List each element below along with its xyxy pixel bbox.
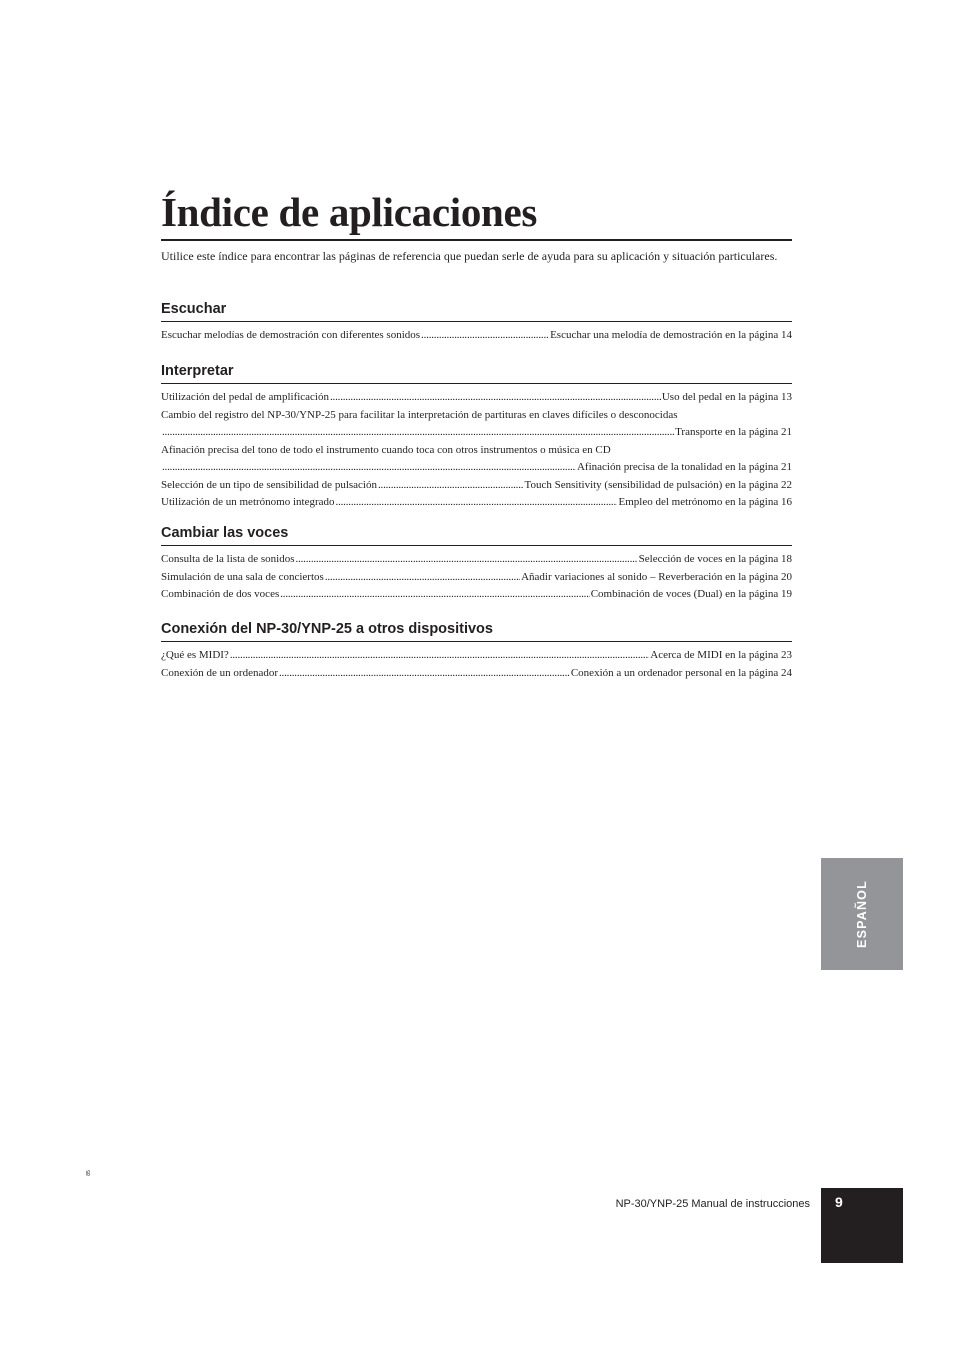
list-item [161,442,792,477]
page-title: Índice de aplicaciones [161,189,538,235]
list-item [161,551,792,569]
dot-leader [279,665,570,683]
entry-reference: Uso del pedal en la página 13 [661,391,792,403]
section-heading: Escuchar [161,300,792,322]
list-item [161,494,792,512]
list-item [161,569,792,587]
list-item [161,407,792,442]
entry-reference: Transporte en la página 21 [675,426,792,438]
section-heading: Interpretar [161,362,792,384]
entry-list [161,389,792,512]
dot-leader [296,551,638,569]
entry-reference: Touch Sensitivity (sensibilidad de pulsación) en la página 22 [524,478,792,491]
entry-list [161,647,792,682]
entry-reference: Afinación precisa de la tonalidad en la página 21 [576,461,792,473]
section-cambiar-las-voces [161,524,792,604]
entry-label: Selección de un tipo de sensibilidad de pulsación [161,478,377,491]
dot-leader [230,647,649,665]
dot-leader [325,569,520,587]
dot-leader [280,586,589,604]
entry-reference: Combinación de voces (Dual) en la página 19 [590,588,792,600]
dot-leader [162,459,576,477]
page-number: 9 [835,1194,843,1210]
dot-leader [378,477,524,495]
intro-paragraph: Utilice este índice para encontrar las páginas de referencia que puedan serle de ayuda para su aplicación y situación particulares. [161,249,778,263]
section-escuchar [161,300,792,345]
entry-list [161,327,792,345]
entry-label: ¿Qué es MIDI? [161,649,229,661]
dot-leader [421,327,549,345]
printer-mark: 85 [85,1170,92,1176]
entry-label: Utilización de un metrónomo integrado [161,496,335,508]
list-item [161,327,792,345]
entry-label: Utilización del pedal de amplificación [161,391,329,403]
entry-label: Cambio del registro del NP-30/YNP-25 para facilitar la interpretación de partituras en claves difíciles o desconocidas [161,408,678,421]
list-item [161,647,792,665]
footer-manual-title: NP-30/YNP-25 Manual de instrucciones [615,1198,810,1210]
section-conexion [161,620,792,682]
language-tab-label: ESPAÑOL [855,880,869,948]
section-heading: Conexión del NP-30/YNP-25 a otros dispositivos [161,620,792,642]
entry-reference: Escuchar una melodía de demostración en la página 14 [550,329,792,341]
entry-reference: Añadir variaciones al sonido – Reverberación en la página 20 [521,570,792,583]
list-item [161,586,792,604]
entry-reference: Selección de voces en la página 18 [638,553,792,565]
dot-leader [336,494,618,512]
list-item [161,389,792,407]
entry-label: Escuchar melodías de demostración con diferentes sonidos [161,329,421,341]
entry-label: Consulta de la lista de sonidos [161,553,295,565]
dot-leader [330,389,661,407]
entry-label: Combinación de dos voces [161,588,280,600]
dot-leader [162,424,674,442]
list-item [161,477,792,495]
entry-reference: Empleo del metrónomo en la página 16 [618,496,792,508]
entry-label: Simulación de una sala de conciertos [161,570,324,583]
entry-label: Conexión de un ordenador [161,666,278,679]
language-side-tab [821,858,903,970]
entry-list [161,551,792,604]
entry-reference: Acerca de MIDI en la página 23 [650,649,792,661]
list-item [161,665,792,683]
entry-label: Afinación precisa del tono de todo el instrumento cuando toca con otros instrumentos o música en CD [161,443,611,456]
section-heading: Cambiar las voces [161,524,792,546]
title-rule [161,239,792,241]
entry-reference: Conexión a un ordenador personal en la página 24 [570,666,792,679]
section-interpretar [161,362,792,512]
page-number-box [821,1188,903,1263]
